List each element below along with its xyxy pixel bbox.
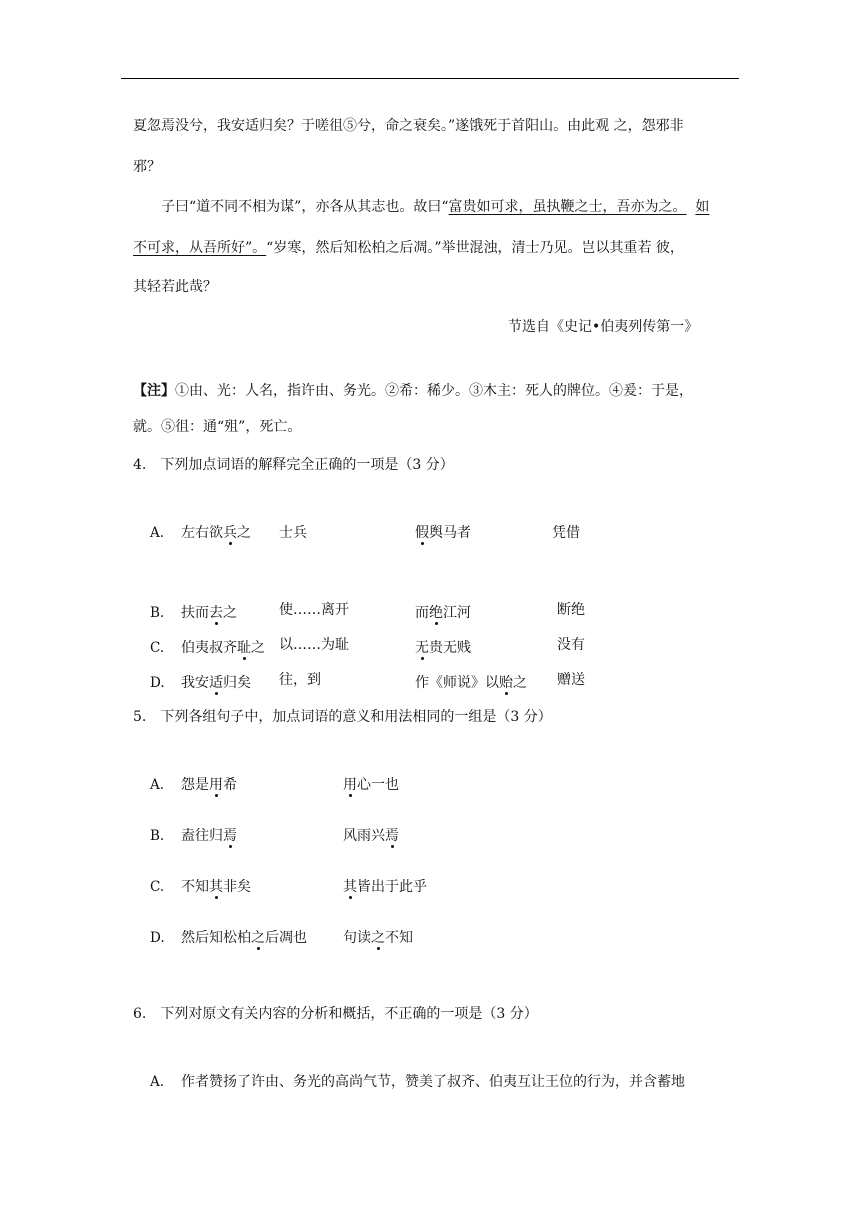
q5-option-b-letter: B. bbox=[150, 828, 165, 844]
question-5-stem: 5. 下列各组句子中，加点词语的意义和用法相同的一组是（3 分） bbox=[133, 709, 552, 725]
notes-line-2: 就。⑤徂：通“殂”，死亡。 bbox=[133, 419, 302, 435]
q4-option-c-left-gloss: 以……为耻 bbox=[279, 637, 349, 653]
q6-option-a-text: 作者赞扬了许由、务光的高尚气节，赞美了叔齐、伯夷互让王位的行为，并含蓄地 bbox=[181, 1074, 685, 1090]
passage-text: 子曰“道不同不相为谋”，亦各从其志也。故曰“ bbox=[161, 199, 449, 215]
q4-option-c-right-gloss: 没有 bbox=[557, 637, 585, 653]
passage-paragraph-2-line-2 bbox=[133, 238, 684, 258]
q5-option-c-left: 不知其非矣 bbox=[181, 879, 251, 895]
header-rule bbox=[121, 78, 739, 79]
q5-option-d-right: 句读之不知 bbox=[343, 930, 413, 946]
q5-option-c-right: 其皆出于此乎 bbox=[343, 879, 427, 895]
notes-line-1 bbox=[133, 381, 693, 401]
q5-option-d-left: 然后知松柏之后凋也 bbox=[181, 930, 307, 946]
underlined-quote: 富贵如可求，虽执鞭之士，吾亦为之。 bbox=[448, 199, 687, 215]
q4-option-a-letter: A. bbox=[150, 525, 165, 541]
underlined-quote-start: 如 bbox=[695, 199, 710, 215]
passage-line-1: 夏忽焉没兮，我安适归矣？于嗟徂⑤兮，命之衰矣。”遂饿死于首阳山。由此观 之，怨邪非 bbox=[133, 118, 684, 134]
passage-paragraph-2-line-1 bbox=[161, 197, 709, 217]
q4-option-b-letter: B. bbox=[150, 605, 165, 621]
passage-line-5: 其轻若此哉？ bbox=[133, 279, 217, 295]
q5-option-b-left: 盍往归焉 bbox=[181, 828, 237, 844]
q4-option-b-right-gloss: 断绝 bbox=[557, 602, 585, 618]
passage-text: “岁寒，然后知松柏之后凋。”举世混浊，清士乃见。岂以其重若 彼， bbox=[266, 240, 684, 256]
q5-option-b-right: 风雨兴焉 bbox=[343, 828, 399, 844]
q4-option-d-letter: D. bbox=[150, 675, 165, 691]
q6-option-a-letter: A. bbox=[150, 1074, 165, 1090]
q4-option-d-right: 作《师说》以贻之 bbox=[415, 675, 527, 691]
question-4-stem: 4. 下列加点词语的解释完全正确的一项是（3 分） bbox=[133, 457, 454, 473]
passage-line-2: 邪？ bbox=[133, 159, 161, 175]
notes-label: 【注】 bbox=[133, 383, 175, 399]
q5-option-a-left: 怨是用希 bbox=[181, 777, 237, 793]
q4-option-b-left: 扶而去之 bbox=[181, 605, 237, 621]
q4-option-c-left: 伯夷叔齐耻之 bbox=[181, 640, 265, 656]
q5-option-d-letter: D. bbox=[150, 930, 165, 946]
q5-option-a-letter: A. bbox=[150, 777, 165, 793]
q5-option-c-letter: C. bbox=[150, 879, 165, 895]
underlined-quote-end: 不可求，从吾所好”。 bbox=[133, 240, 267, 256]
q4-option-b-left-gloss: 使……离开 bbox=[279, 602, 349, 618]
q4-option-c-letter: C. bbox=[150, 640, 165, 656]
q4-option-a-right-gloss: 凭借 bbox=[552, 525, 580, 541]
q4-option-a-left-gloss: 士兵 bbox=[279, 525, 307, 541]
q4-option-a-left: 左右欲兵之 bbox=[181, 525, 251, 541]
q4-option-d-left-gloss: 往，到 bbox=[279, 672, 321, 688]
source-citation: 节选自《史记•伯夷列传第一》 bbox=[508, 319, 699, 335]
q4-option-d-left: 我安适归矣 bbox=[181, 675, 251, 691]
q4-option-c-right: 无贵无贱 bbox=[415, 640, 471, 656]
q4-option-a-right: 假舆马者 bbox=[415, 525, 471, 541]
question-6-stem: 6. 下列对原文有关内容的分析和概括，不正确的一项是（3 分） bbox=[133, 1006, 538, 1022]
q5-option-a-right: 用心一也 bbox=[343, 777, 399, 793]
notes-text: ①由、光：人名，指许由、务光。②希：稀少。③木主：死人的牌位。④爰：于是， bbox=[175, 383, 693, 399]
q4-option-b-right: 而绝江河 bbox=[415, 605, 471, 621]
q4-option-d-right-gloss: 赠送 bbox=[557, 672, 585, 688]
